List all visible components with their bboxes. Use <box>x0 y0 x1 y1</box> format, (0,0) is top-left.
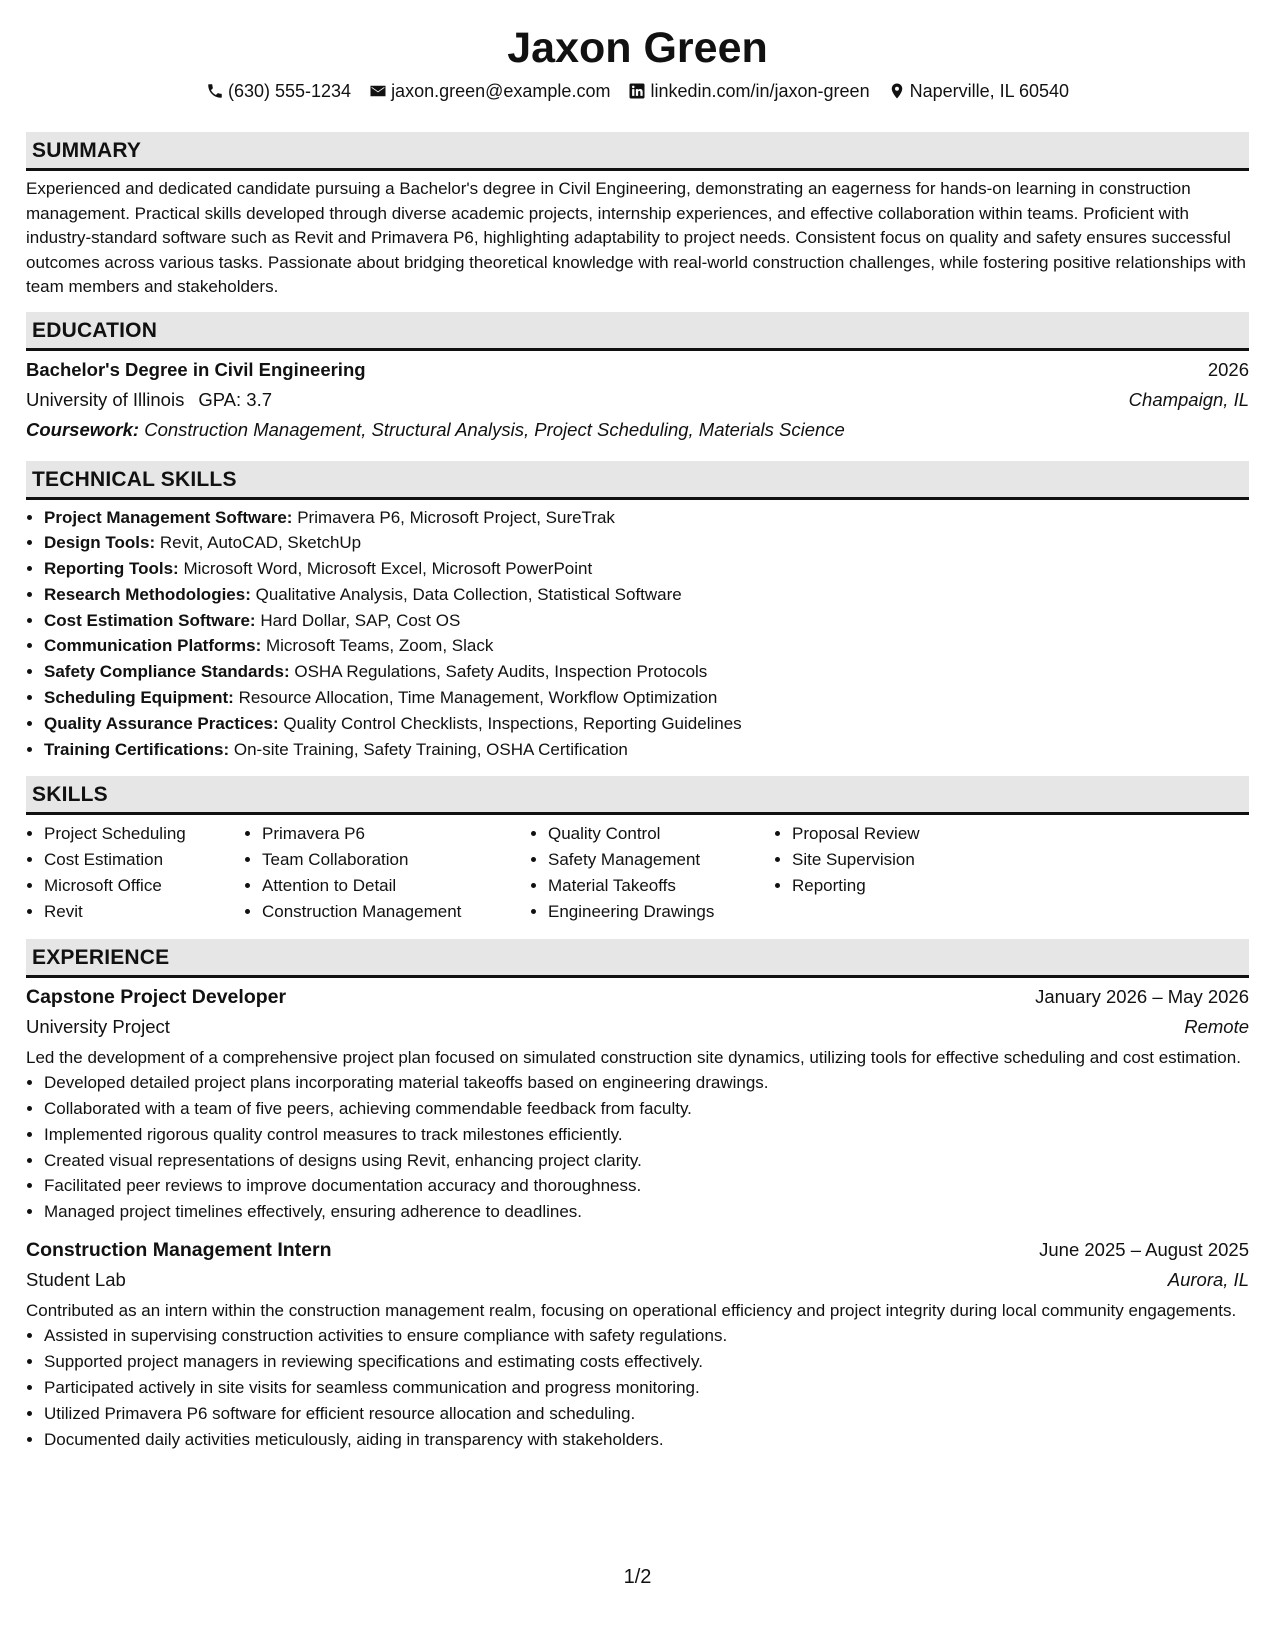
job-bullets <box>26 1323 1249 1452</box>
graduation-year: 2026 <box>1207 358 1249 380</box>
skill-label: Research Methodologies: <box>44 584 251 604</box>
skill-value: Microsoft Teams, Zoom, Slack <box>265 636 494 656</box>
contact-linkedin[interactable] <box>628 78 869 104</box>
job-description: Contributed as an intern within the construction management realm, focusing on operational efficiency and project integrity during local community engagements. <box>26 1300 1237 1320</box>
contact-phone <box>206 78 351 104</box>
job-dates: January 2026 – May 2026 <box>1035 985 1249 1007</box>
experience-heading: EXPERIENCE <box>26 939 1249 978</box>
technical-skills-list <box>26 505 1249 763</box>
candidate-name: Jaxon Green <box>507 24 768 72</box>
job-dates: June 2025 – August 2025 <box>1039 1238 1249 1260</box>
experience-section <box>26 939 1249 1453</box>
list-item <box>44 633 1249 659</box>
job-location: Aurora, IL <box>1167 1268 1249 1290</box>
list-item: • Material Takeoffs <box>548 873 774 899</box>
list-item <box>44 556 1249 582</box>
skill-value: Primavera P6, Microsoft Project, SureTrak <box>297 507 615 527</box>
map-pin-icon <box>888 82 906 100</box>
skills-column-3 <box>530 821 774 924</box>
list-item: • Cost Estimation <box>44 847 244 873</box>
job-title-row <box>26 1235 1249 1265</box>
linkedin-text[interactable]: linkedin.com/in/jaxon-green <box>650 81 870 101</box>
skill-value: On-site Training, Safety Training, OSHA Certification <box>233 739 628 759</box>
list-item: • Project Scheduling <box>44 821 244 847</box>
job-location: Remote <box>1184 1015 1249 1037</box>
list-item: • Managed project timelines effectively, ensuring adherence to deadlines. <box>44 1199 1249 1225</box>
coursework-list: Construction Management, Structural Analysis, Project Scheduling, Materials Science <box>144 418 845 440</box>
job-org-row <box>26 1265 1249 1295</box>
list-item: • Engineering Drawings <box>548 899 774 925</box>
summary-text: Experienced and dedicated candidate pursuing a Bachelor's degree in Civil Engineering, demonstrating an eagerness for hands-on learning in construction management. Practical skills developed through diverse academic projects, internship experiences, and effective collaboration within teams. Proficient with industry-standard software such as Revit and Primavera P6, highlighting adaptability to project needs. Consistent focus on quality and safety ensures successful outcomes across various tasks. Passionate about bridging theoretical knowledge with real-world construction challenges, while fostering positive relationships with team members and stakeholders. <box>26 179 1246 296</box>
skill-label: Quality Assurance Practices: <box>44 713 279 733</box>
list-item: • Utilized Primavera P6 software for efficient resource allocation and scheduling. <box>44 1401 1249 1427</box>
list-item <box>44 685 1249 711</box>
list-item <box>44 711 1249 737</box>
skills-heading: SKILLS <box>26 776 1249 815</box>
list-item: • Attention to Detail <box>262 873 530 899</box>
list-item: • Supported project managers in reviewing specifications and estimating costs effectively. <box>44 1349 1249 1375</box>
list-item: • Reporting <box>792 873 1012 899</box>
skill-label: Safety Compliance Standards: <box>44 662 290 682</box>
skill-label: Reporting Tools: <box>44 559 179 579</box>
skills-column-4 <box>774 821 1012 924</box>
summary-section <box>26 132 1249 300</box>
list-item: • Safety Management <box>548 847 774 873</box>
list-item: • Created visual representations of designs using Revit, enhancing project clarity. <box>44 1148 1249 1174</box>
skills-grid <box>26 821 1249 924</box>
education-row-2 <box>26 385 1249 415</box>
job-entry-2 <box>26 1235 1249 1452</box>
list-item: • Implemented rigorous quality control measures to track milestones efficiently. <box>44 1122 1249 1148</box>
job-bullets <box>26 1070 1249 1225</box>
linkedin-icon <box>628 82 646 100</box>
summary-heading: SUMMARY <box>26 132 1249 171</box>
school-name: University of Illinois <box>26 388 185 410</box>
list-item: • Team Collaboration <box>262 847 530 873</box>
skill-value: OSHA Regulations, Safety Audits, Inspection Protocols <box>294 662 708 682</box>
list-item <box>44 582 1249 608</box>
skill-label: Project Management Software: <box>44 507 293 527</box>
skill-label: Communication Platforms: <box>44 636 262 656</box>
skill-label: Cost Estimation Software: <box>44 610 256 630</box>
phone-text: (630) 555-1234 <box>227 81 352 101</box>
contact-bar <box>26 78 1249 104</box>
education-section <box>26 312 1249 445</box>
education-heading: EDUCATION <box>26 312 1249 351</box>
degree-title: Bachelor's Degree in Civil Engineering <box>26 358 366 380</box>
job-title: Construction Management Intern <box>26 1238 332 1261</box>
list-item: • Assisted in supervising construction activities to ensure compliance with safety regulations. <box>44 1323 1249 1349</box>
email-text[interactable]: jaxon.green@example.com <box>391 81 611 101</box>
list-item: • Construction Management <box>262 899 530 925</box>
skill-value: Qualitative Analysis, Data Collection, Statistical Software <box>255 584 682 604</box>
list-item: • Collaborated with a team of five peers, achieving commendable feedback from faculty. <box>44 1096 1249 1122</box>
job-org: Student Lab <box>26 1268 126 1290</box>
phone-icon <box>206 82 224 100</box>
skills-column-1 <box>26 821 244 924</box>
page-number: 1/2 <box>623 1566 652 1588</box>
job-org-row <box>26 1012 1249 1042</box>
list-item: • Facilitated peer reviews to improve documentation accuracy and thoroughness. <box>44 1173 1249 1199</box>
list-item: • Proposal Review <box>792 821 1012 847</box>
list-item: • Revit <box>44 899 244 925</box>
coursework <box>26 415 1249 445</box>
skill-label: Training Certifications: <box>44 739 230 759</box>
job-title-row <box>26 982 1249 1012</box>
contact-location <box>888 78 1069 104</box>
skill-label: Scheduling Equipment: <box>44 688 234 708</box>
location-text: Naperville, IL 60540 <box>909 81 1070 101</box>
skill-value: Resource Allocation, Time Management, Workflow Optimization <box>238 688 718 708</box>
education-row-1 <box>26 355 1249 385</box>
coursework-label: Coursework: <box>26 418 140 440</box>
skill-value: Microsoft Word, Microsoft Excel, Microsoft PowerPoint <box>183 559 593 579</box>
skill-label: Design Tools: <box>44 533 156 553</box>
skill-value: Hard Dollar, SAP, Cost OS <box>260 610 461 630</box>
job-org: University Project <box>26 1015 170 1037</box>
list-item <box>44 608 1249 634</box>
list-item: • Documented daily activities meticulously, aiding in transparency with stakeholders. <box>44 1427 1249 1453</box>
job-description: Led the development of a comprehensive project plan focused on simulated construction site dynamics, utilizing tools for effective scheduling and cost estimation. <box>26 1047 1241 1067</box>
school-location: Champaign, IL <box>1128 388 1249 410</box>
job-entry-1 <box>26 982 1249 1225</box>
skill-value: Revit, AutoCAD, SketchUp <box>159 533 362 553</box>
contact-email[interactable] <box>369 78 610 104</box>
envelope-icon <box>369 82 387 100</box>
list-item <box>44 505 1249 531</box>
gpa: GPA: 3.7 <box>198 388 273 410</box>
list-item: • Developed detailed project plans incorporating material takeoffs based on engineering drawings. <box>44 1070 1249 1096</box>
technical-skills-section <box>26 461 1249 763</box>
school-info <box>26 385 272 415</box>
list-item <box>44 530 1249 556</box>
list-item <box>44 659 1249 685</box>
list-item <box>44 737 1249 763</box>
skill-value: Quality Control Checklists, Inspections, Reporting Guidelines <box>283 713 742 733</box>
list-item: • Microsoft Office <box>44 873 244 899</box>
list-item: • Primavera P6 <box>262 821 530 847</box>
skills-section <box>26 776 1249 924</box>
skills-column-2 <box>244 821 530 924</box>
technical-skills-heading: TECHNICAL SKILLS <box>26 461 1249 500</box>
list-item: • Participated actively in site visits for seamless communication and progress monitoring. <box>44 1375 1249 1401</box>
list-item: • Site Supervision <box>792 847 1012 873</box>
list-item: • Quality Control <box>548 821 774 847</box>
job-title: Capstone Project Developer <box>26 985 287 1008</box>
